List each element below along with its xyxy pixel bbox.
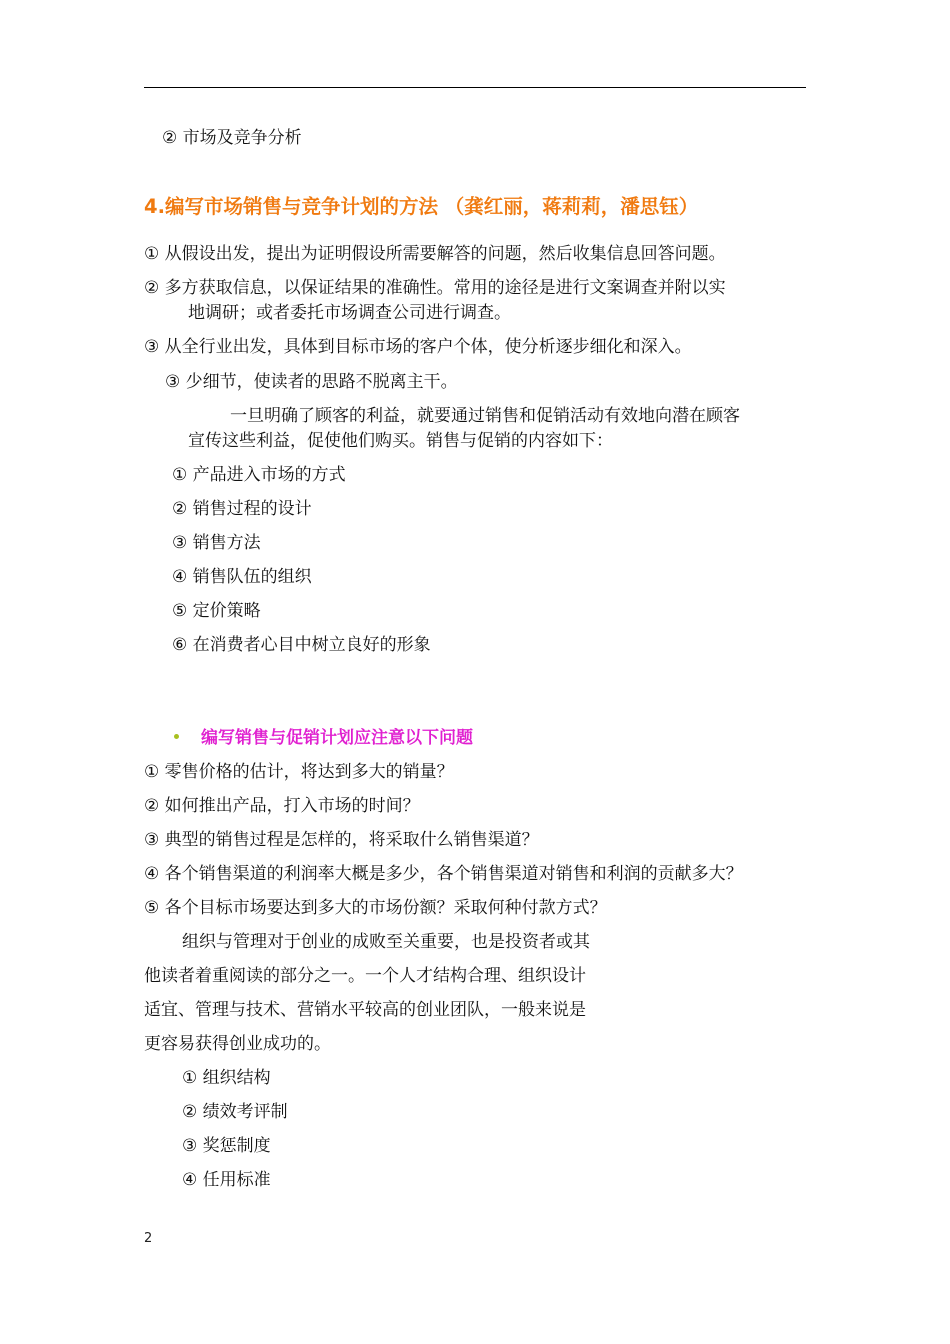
question-item-4: ④ 各个销售渠道的利润率大概是多少，各个销售渠道对销售和利润的贡献多大？: [144, 864, 743, 884]
org-item-1: ① 组织结构: [182, 1068, 271, 1088]
paragraph2-line-1: 组织与管理对于创业的成败至关重要，也是投资者或其: [182, 932, 590, 952]
header-rule: [144, 87, 806, 88]
paragraph2-line-3: 适宜、管理与技术、营销水平较高的创业团队，一般来说是: [144, 1000, 586, 1020]
page-number: 2: [144, 1231, 153, 1246]
sales-item-6: ⑥ 在消费者心目中树立良好的形象: [172, 635, 431, 655]
method-item-2-continued: 地调研；或者委托市场调查公司进行调查。: [188, 303, 511, 323]
question-item-5: ⑤ 各个目标市场要达到多大的市场份额？采取何种付款方式？: [144, 898, 607, 918]
org-item-2: ② 绩效考评制: [182, 1102, 288, 1122]
sales-item-5: ⑤ 定价策略: [172, 601, 261, 621]
question-item-1: ① 零售价格的估计，将达到多大的销量？: [144, 762, 454, 782]
method-item-3: ③ 从全行业出发，具体到目标市场的客户个体，使分析逐步细化和深入。: [144, 337, 692, 357]
sales-item-3: ③ 销售方法: [172, 533, 261, 553]
sales-item-1: ① 产品进入市场的方式: [172, 465, 346, 485]
sales-item-4: ④ 销售队伍的组织: [172, 567, 312, 587]
sales-item-2: ② 销售过程的设计: [172, 499, 312, 519]
section-heading: 4.编写市场销售与竞争计划的方法 （龚红丽，蒋莉莉，潘思钰）: [144, 195, 699, 218]
question-item-2: ② 如何推出产品，打入市场的时间？: [144, 796, 420, 816]
paragraph2-line-4: 更容易获得创业成功的。: [144, 1034, 331, 1054]
question-item-3: ③ 典型的销售过程是怎样的，将采取什么销售渠道？: [144, 830, 539, 850]
org-item-3: ③ 奖惩制度: [182, 1136, 271, 1156]
method-item-4: ③ 少细节，使读者的思路不脱离主干。: [165, 372, 458, 392]
method-item-1: ① 从假设出发，提出为证明假设所需要解答的问题，然后收集信息回答问题。: [144, 244, 726, 264]
section-item: ② 市场及竞争分析: [162, 128, 302, 148]
method-item-2: ② 多方获取信息，以保证结果的准确性。常用的途径是进行文案调查并附以实: [144, 278, 726, 298]
paragraph1-line-1: 一旦明确了顾客的利益，就要通过销售和促销活动有效地向潜在顾客: [230, 406, 740, 426]
paragraph2-line-2: 他读者着重阅读的部分之一。一个人才结构合理、组织设计: [144, 966, 586, 986]
bullet-heading-text: 编写销售与促销计划应注意以下问题: [201, 728, 473, 748]
paragraph1-line-2: 宣传这些利益，促使他们购买。销售与促销的内容如下：: [188, 431, 613, 451]
bullet-dot-icon: [174, 734, 179, 739]
bullet-heading: [172, 727, 473, 749]
org-item-4: ④ 任用标准: [182, 1170, 271, 1190]
